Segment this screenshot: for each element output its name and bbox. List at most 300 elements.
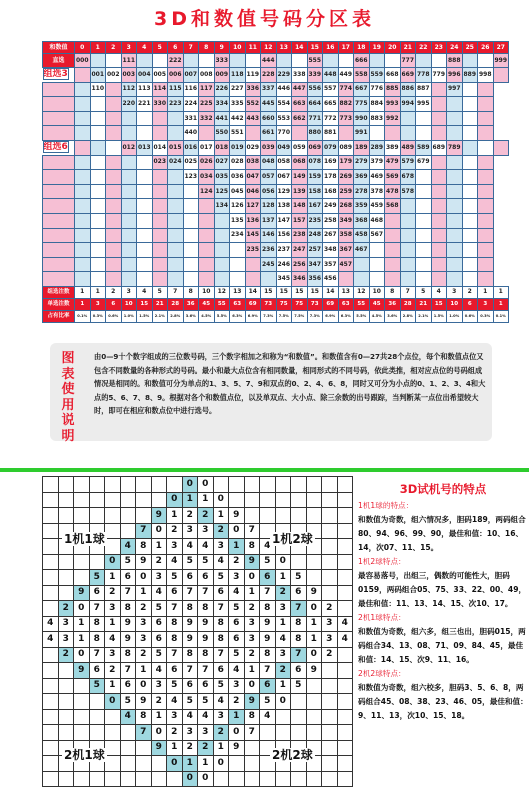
grid-empty (291, 709, 307, 725)
grid-empty (120, 477, 136, 493)
number-cell (385, 126, 401, 141)
sum-header: 19 (369, 42, 385, 54)
number-cell: 884 (369, 97, 385, 112)
grid-number: 9 (244, 554, 260, 570)
grid-number: 0 (182, 477, 198, 493)
sum-header: 3 (121, 42, 137, 54)
number-cell (230, 54, 246, 68)
section-1ji1qiu (358, 499, 528, 555)
number-cell: 259 (338, 184, 354, 199)
grid-number: 0 (306, 601, 322, 617)
number-cell: 442 (230, 111, 246, 126)
grid-number: 4 (43, 632, 59, 648)
grid-number: 6 (213, 585, 229, 601)
footer-value: 55 (214, 298, 230, 310)
grid-row (43, 492, 353, 508)
number-cell: 444 (261, 54, 277, 68)
grid-empty (43, 725, 59, 741)
grid-number: 4 (198, 709, 214, 725)
footer-value: 6 (462, 298, 478, 310)
number-cell: 019 (230, 140, 246, 155)
footer-value: 2.1% (152, 310, 168, 322)
grid-number: 1 (74, 632, 90, 648)
number-cell (462, 184, 478, 199)
number-cell: 179 (338, 155, 354, 170)
footer-value: 2.1% (416, 310, 432, 322)
grid-number: 3 (322, 632, 338, 648)
footer-value: 15 (276, 286, 292, 298)
grid-number: 4 (213, 554, 229, 570)
number-cell (168, 199, 184, 214)
grid-empty (58, 694, 74, 710)
grid-empty (322, 756, 338, 772)
number-cell: 457 (338, 257, 354, 272)
grid-empty (322, 492, 338, 508)
grid-number: 1 (275, 570, 291, 586)
grid-empty (136, 477, 152, 493)
footer-value: 10 (369, 286, 385, 298)
grid-empty (322, 740, 338, 756)
number-cell: 665 (323, 97, 339, 112)
footer-value: 12 (214, 286, 230, 298)
number-cell: 567 (369, 228, 385, 243)
grid-number: 6 (151, 632, 167, 648)
grid-empty (120, 492, 136, 508)
number-cell (199, 126, 215, 141)
number-cell (447, 97, 463, 112)
grid-number: 4 (260, 539, 276, 555)
number-cell (462, 97, 478, 112)
grid-number: 9 (182, 632, 198, 648)
grid-empty (74, 508, 90, 524)
footer-value: 1 (493, 286, 509, 298)
grid-empty (306, 709, 322, 725)
footer-value: 45 (199, 298, 215, 310)
footer-value: 15 (307, 286, 323, 298)
footer-value: 7.5% (276, 310, 292, 322)
table-row (43, 126, 509, 141)
number-cell (478, 199, 494, 214)
number-cell (214, 272, 230, 287)
section-2ji2qiu (358, 667, 528, 723)
number-cell (416, 199, 432, 214)
grid-empty (74, 694, 90, 710)
number-cell: 334 (214, 97, 230, 112)
grid-empty (74, 678, 90, 694)
grid-number: 6 (198, 570, 214, 586)
footer-value: 3 (447, 286, 463, 298)
footer-value: 75 (292, 298, 308, 310)
number-cell (168, 111, 184, 126)
grid-empty (337, 771, 353, 787)
number-cell: 025 (183, 155, 199, 170)
number-cell: 337 (261, 82, 277, 97)
footer-value: 69 (323, 298, 339, 310)
number-cell (214, 243, 230, 258)
number-cell (75, 140, 91, 155)
grid-empty (43, 601, 59, 617)
grid-empty (43, 740, 59, 756)
row-label-zuxuan3: 组选3 (43, 69, 68, 79)
grid-empty (43, 756, 59, 772)
number-cell: 246 (276, 257, 292, 272)
number-cell (416, 126, 432, 141)
number-cell: 775 (354, 97, 370, 112)
footer-value: 1 (75, 286, 91, 298)
sum-header: 2 (106, 42, 122, 54)
number-cell: 146 (261, 228, 277, 243)
number-cell (292, 126, 308, 141)
number-cell (137, 54, 153, 68)
number-cell: 138 (276, 199, 292, 214)
number-cell (152, 111, 168, 126)
grid-number: 2 (213, 725, 229, 741)
number-cell: 125 (214, 184, 230, 199)
number-cell (137, 170, 153, 185)
grid-number: 0 (244, 678, 260, 694)
grid-number: 8 (89, 632, 105, 648)
grid-empty (322, 523, 338, 539)
number-cell (478, 228, 494, 243)
number-cell: 278 (354, 184, 370, 199)
grid-number: 0 (198, 477, 214, 493)
number-cell (385, 213, 401, 228)
sum-header: 4 (137, 42, 153, 54)
grid-empty (244, 756, 260, 772)
number-cell: 678 (400, 170, 416, 185)
number-cell (168, 243, 184, 258)
number-cell: 149 (292, 170, 308, 185)
grid-number: 5 (89, 678, 105, 694)
number-cell (462, 228, 478, 243)
grid-empty (275, 508, 291, 524)
grid-row (43, 709, 353, 725)
grid-number: 1 (136, 663, 152, 679)
number-cell (199, 199, 215, 214)
grid-number: 1 (151, 539, 167, 555)
number-cell: 663 (292, 97, 308, 112)
footer-value: 6.3% (230, 310, 246, 322)
number-cell (106, 272, 122, 287)
number-cell (214, 213, 230, 228)
footer-value: 2.8% (168, 310, 184, 322)
grid-number: 4 (120, 709, 136, 725)
grid-row (43, 616, 353, 632)
grid-number: 1 (229, 539, 245, 555)
grid-number: 5 (198, 554, 214, 570)
number-cell: 578 (400, 184, 416, 199)
grid-number: 5 (229, 601, 245, 617)
number-cell: 224 (183, 97, 199, 112)
number-cell: 234 (230, 228, 246, 243)
number-cell: 139 (292, 184, 308, 199)
number-cell: 039 (261, 140, 277, 155)
grid-number: 0 (105, 694, 121, 710)
footer-value: 73 (261, 298, 277, 310)
number-cell: 002 (106, 68, 122, 83)
grid-number: 8 (182, 647, 198, 663)
grid-number: 9 (198, 632, 214, 648)
grid-number: 0 (275, 694, 291, 710)
footer-value: 10 (447, 298, 463, 310)
grid-empty (244, 477, 260, 493)
grid-number: 1 (105, 616, 121, 632)
number-cell: 029 (245, 140, 261, 155)
grid-empty (58, 570, 74, 586)
grid-number: 3 (229, 678, 245, 694)
number-cell: 887 (416, 82, 432, 97)
footer-value: 15 (261, 286, 277, 298)
grid-empty (306, 570, 322, 586)
number-cell: 004 (137, 68, 153, 83)
footer-value: 6 (106, 298, 122, 310)
number-cell: 235 (245, 243, 261, 258)
grid-empty (43, 570, 59, 586)
number-cell (137, 199, 153, 214)
grid-empty (291, 554, 307, 570)
number-cell: 028 (230, 155, 246, 170)
number-cell (416, 54, 432, 68)
number-cell (106, 155, 122, 170)
grid-number: 2 (198, 508, 214, 524)
number-cell: 045 (230, 184, 246, 199)
grid-empty (291, 477, 307, 493)
number-cell: 157 (292, 213, 308, 228)
number-cell (43, 272, 75, 287)
footer-value: 7.5% (292, 310, 308, 322)
grid-empty (322, 539, 338, 555)
grid-number: 0 (74, 647, 90, 663)
number-cell: 443 (245, 111, 261, 126)
grid-empty (58, 492, 74, 508)
footer-value: 69 (245, 298, 261, 310)
number-cell: 222 (168, 54, 184, 68)
grid-empty (167, 771, 183, 787)
number-cell (338, 272, 354, 287)
grid-number: 0 (213, 756, 229, 772)
number-cell (121, 228, 137, 243)
number-cell: 127 (245, 199, 261, 214)
number-cell (183, 199, 199, 214)
number-cell: 017 (199, 140, 215, 155)
grid-number: 0 (213, 492, 229, 508)
number-cell: 226 (214, 82, 230, 97)
number-cell (90, 54, 106, 68)
number-cell: 881 (323, 126, 339, 141)
number-cell: 229 (276, 68, 292, 83)
grid-number: 8 (244, 709, 260, 725)
sum-header: 22 (416, 42, 432, 54)
number-cell (183, 257, 199, 272)
grid-number: 5 (229, 647, 245, 663)
sum-header: 26 (478, 42, 494, 54)
grid-empty (306, 771, 322, 787)
number-cell (183, 184, 199, 199)
number-cell: 245 (261, 257, 277, 272)
footer-value: 3 (478, 298, 494, 310)
number-cell (75, 111, 91, 126)
grid-number: 2 (58, 601, 74, 617)
footer-value: 28 (400, 298, 416, 310)
footer-value: 1.0% (447, 310, 463, 322)
header-row (43, 42, 509, 54)
number-cell: 013 (137, 140, 153, 155)
number-cell (462, 199, 478, 214)
grid-number: 4 (105, 632, 121, 648)
number-cell: 778 (416, 68, 432, 83)
number-cell: 662 (292, 111, 308, 126)
number-cell (106, 97, 122, 112)
footer-label: 单选注数 (43, 298, 75, 310)
sum-header: 18 (354, 42, 370, 54)
grid-number: 8 (260, 601, 276, 617)
footer-value: 1 (493, 298, 509, 310)
footer-value: 5 (152, 286, 168, 298)
number-cell (199, 257, 215, 272)
grid-empty (306, 678, 322, 694)
grid-number: 7 (244, 725, 260, 741)
grid-empty (306, 694, 322, 710)
number-cell: 148 (292, 199, 308, 214)
footer-value: 5.5% (354, 310, 370, 322)
number-cell (75, 97, 91, 112)
table-row (43, 257, 509, 272)
grid-empty (89, 771, 105, 787)
grid-empty (74, 492, 90, 508)
number-cell: 047 (245, 170, 261, 185)
number-cell (137, 257, 153, 272)
number-cell: 128 (261, 199, 277, 214)
number-cell (400, 126, 416, 141)
number-cell (106, 82, 122, 97)
number-cell: 559 (369, 68, 385, 83)
grid-number: 9 (120, 632, 136, 648)
number-cell: 168 (323, 184, 339, 199)
number-cell: 991 (354, 126, 370, 141)
grid-number: 9 (136, 694, 152, 710)
footer-value: 0.3% (90, 310, 106, 322)
grid-number: 3 (198, 523, 214, 539)
grid-number: 6 (260, 678, 276, 694)
footer-value: 2 (462, 286, 478, 298)
grid-number: 0 (306, 647, 322, 663)
grid-number: 3 (167, 539, 183, 555)
grid-empty (291, 508, 307, 524)
number-cell: 886 (400, 82, 416, 97)
number-cell (90, 97, 106, 112)
sum-header: 16 (323, 42, 339, 54)
number-cell: 223 (168, 97, 184, 112)
grid-empty (74, 477, 90, 493)
grid-number: 6 (120, 678, 136, 694)
grid-empty (337, 678, 353, 694)
grid-number: 2 (213, 523, 229, 539)
grid-number: 7 (167, 601, 183, 617)
number-cell (43, 228, 75, 243)
grid-empty (337, 756, 353, 772)
grid-number: 4 (213, 694, 229, 710)
label-2ji2qiu: 2机2球 (272, 748, 313, 762)
sum-header: 6 (168, 42, 184, 54)
number-cell: 221 (137, 97, 153, 112)
number-cell: 888 (447, 54, 463, 68)
grid-number: 1 (105, 678, 121, 694)
grid-number: 4 (260, 709, 276, 725)
grid-number: 7 (291, 601, 307, 617)
section-body: 和数值为奇数，组六多，组三也出，胆码015，两码组合34、13、08、71、09、84、45，最佳和值：14、15、次9、11、16。 (358, 627, 526, 664)
grid-number: 2 (322, 601, 338, 617)
grid-number: 3 (167, 709, 183, 725)
grid-number: 5 (291, 678, 307, 694)
footer-value: 15 (431, 298, 447, 310)
grid-number: 9 (151, 740, 167, 756)
grid-row (43, 632, 353, 648)
table-row (43, 272, 509, 287)
number-cell (447, 155, 463, 170)
number-cell: 046 (245, 184, 261, 199)
footer-value: 14 (323, 286, 339, 298)
grid-number: 5 (182, 694, 198, 710)
page-title: 3D和数值号码分区表 (154, 8, 375, 30)
grid-empty (151, 771, 167, 787)
footer-value: 3 (90, 298, 106, 310)
grid-number: 2 (167, 523, 183, 539)
grid-number: 3 (58, 632, 74, 648)
grid-empty (136, 508, 152, 524)
sum-header: 14 (292, 42, 308, 54)
grid-number: 2 (182, 740, 198, 756)
grid-number: 6 (291, 663, 307, 679)
number-cell: 007 (183, 68, 199, 83)
number-cell (447, 126, 463, 141)
number-cell (121, 126, 137, 141)
grid-empty (322, 508, 338, 524)
grid-number: 5 (291, 570, 307, 586)
grid-row (43, 570, 353, 586)
grid-number: 4 (182, 539, 198, 555)
grid-number: 6 (229, 632, 245, 648)
number-cell (75, 170, 91, 185)
number-cell (137, 111, 153, 126)
table-row (43, 155, 509, 170)
number-cell (183, 272, 199, 287)
sum-header: 27 (493, 42, 509, 54)
grid-empty (43, 709, 59, 725)
number-cell (90, 228, 106, 243)
number-cell: 346 (292, 272, 308, 287)
grid-empty (337, 601, 353, 617)
footer-value: 3.6% (385, 310, 401, 322)
number-cell: 036 (230, 170, 246, 185)
number-cell (121, 111, 137, 126)
number-cell: 779 (431, 68, 447, 83)
grid-number: 7 (260, 663, 276, 679)
number-cell (478, 184, 494, 199)
footer-value: 0.1% (75, 310, 91, 322)
grid-number: 2 (105, 663, 121, 679)
number-cell (90, 257, 106, 272)
grid-number: 6 (151, 616, 167, 632)
grid-empty (244, 508, 260, 524)
number-cell (431, 126, 447, 141)
number-cell (369, 243, 385, 258)
number-cell (462, 272, 478, 287)
number-cell: 445 (261, 97, 277, 112)
number-cell: 018 (214, 140, 230, 155)
number-cell: 467 (354, 243, 370, 258)
number-cell (447, 111, 463, 126)
grid-empty (229, 756, 245, 772)
